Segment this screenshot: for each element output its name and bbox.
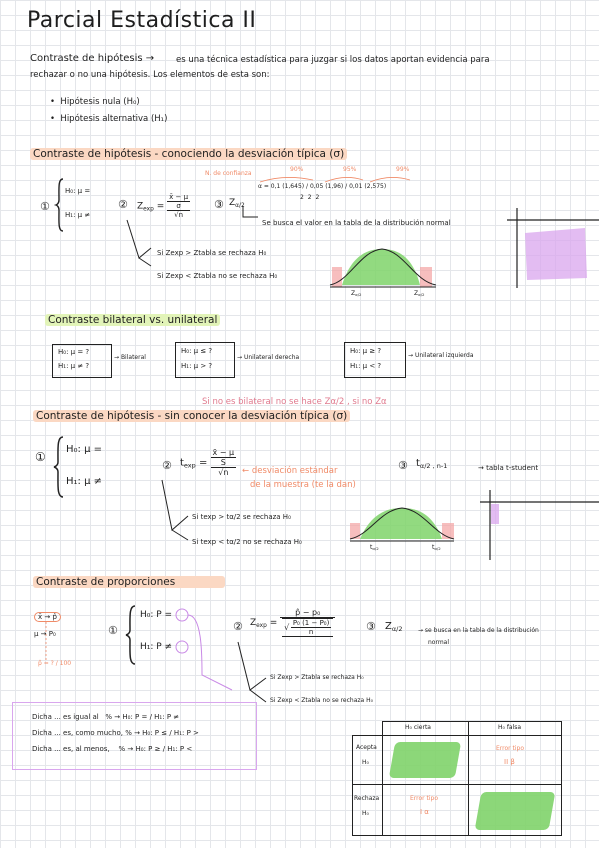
bilateral-h0: H₀: μ = ?: [58, 348, 90, 356]
dashed-arrow: [38, 620, 58, 665]
alpha-values: α = 0,1 (1,645) / 0,05 (1,96) / 0,01 (2,575): [258, 183, 387, 190]
circle-1: ①: [35, 450, 46, 464]
confidence-label: N. de confianza: [205, 170, 252, 177]
normal-curve-plot: [330, 245, 440, 298]
bullet-item: • Hipótesis nula (H₀): [50, 97, 140, 107]
mu-to-p0: μ → P₀: [34, 630, 56, 638]
right-h0: H₀: μ ≤ ?: [181, 347, 213, 355]
purple-arrow: [172, 605, 242, 695]
margin-table-lines: [505, 208, 599, 288]
row-rechaza: Rechaza: [354, 795, 380, 802]
page-title: Parcial Estadística II: [27, 8, 257, 33]
brace-icon: [55, 178, 65, 232]
reject-rule: Si texp > tα/2 se rechaza H₀: [192, 513, 291, 521]
row-acepta: Acepta: [356, 744, 377, 751]
correct-decision-fill: [475, 792, 556, 830]
h0-statement: H₀: P =: [140, 610, 173, 620]
t-alpha: $t_{\alpha/2 , n-1}$: [416, 458, 448, 470]
not-reject-rule: Si Zexp < Ztabla no se rechaza H₀: [270, 697, 374, 704]
alpha-denominators: 2 2 2: [300, 194, 321, 201]
left-h1: H₁: μ < ?: [350, 362, 382, 370]
intro-text-2: rechazar o no una hipótesis. Los elementos de esta son:: [30, 70, 270, 80]
circle-3: ③: [214, 198, 224, 211]
error-type-1-value: I α: [420, 808, 429, 816]
texp-formula: $t_{exp}$ = x̄ − μ S √n: [180, 448, 235, 477]
s-note: ← desviación estándar: [242, 466, 338, 476]
row-rechaza-h0: H₀: [362, 810, 369, 817]
t-curve-plot: [350, 505, 460, 547]
circle-3: ③: [398, 459, 408, 472]
circle-2: ②: [162, 459, 172, 472]
z-right-label: $Z_{\alpha/2}$: [414, 290, 425, 298]
h1-statement: H₁: μ ≠: [65, 211, 91, 219]
z-alpha: $Z_{\alpha/2}$: [229, 198, 245, 209]
circle-1: ①: [108, 624, 118, 637]
phrase-row: Dicha ... es igual al % → H₀: P = / H₁: P ≠: [32, 713, 180, 721]
circle-1: ①: [40, 200, 50, 213]
table-note: Se busca el valor en la tabla de la distribución normal: [262, 219, 451, 227]
xbar-to-phat: x̄ → p̂: [34, 612, 61, 622]
bullet-item: • Hipótesis alternativa (H₁): [50, 114, 168, 124]
bilateral-label: → Bilateral: [114, 354, 146, 361]
circle-2: ②: [233, 620, 243, 633]
reject-rule: Si Zexp > Ztabla se rechaza H₀: [157, 249, 267, 257]
confidence-90: 90%: [290, 166, 304, 173]
branch-arrows-icon: [236, 640, 272, 710]
unilateral-note: Si no es bilateral no se hace Zα/2 , si no Zα: [202, 397, 387, 407]
circle-2: ②: [118, 198, 128, 211]
intro-heading: Contraste de hipótesis →: [30, 53, 155, 64]
s-note-2: de la muestra (te la dan): [250, 480, 356, 490]
circle-3: ③: [366, 620, 376, 633]
section2-heading: Contraste bilateral vs. unilateral: [45, 314, 220, 326]
phat-fraction: p̂ = ? / 100: [38, 660, 72, 667]
z-left-label: $Z_{\alpha/2}$: [351, 290, 362, 298]
h1-statement: H₁: μ ≠: [66, 476, 102, 487]
error-type-2-label: Error tipo: [496, 745, 525, 752]
phrase-row: Dicha ... es, como mucho, % → H₀: P ≤ / H₁: P >: [32, 729, 199, 737]
confidence-99: 99%: [396, 166, 410, 173]
left-h0: H₀: μ ≥ ?: [350, 347, 382, 355]
intro-text-1: es una técnica estadística para juzgar si los datos aportan evidencia para: [176, 55, 490, 65]
correct-decision-fill: [389, 742, 461, 778]
zexp-formula: $Z_{exp}$ = x̄ − μ σ √n: [137, 193, 189, 219]
section1-heading: Contraste de hipótesis - conociendo la desviación típica (σ): [30, 148, 347, 160]
row-acepta-h0: H₀: [362, 759, 369, 766]
z-note-2: normal: [428, 639, 450, 646]
brace-icon: [53, 436, 65, 498]
col-h0-cierta: H₀ cierta: [405, 724, 431, 731]
proportion-zexp-formula: $Z_{exp}$ = p̂ − p₀ √ $\frac{\text{P₀ (1 − P₀)}}{n}$: [250, 608, 335, 637]
t-left-label: $t_{\alpha/2}$: [370, 544, 379, 552]
right-label: → Unilateral derecha: [237, 354, 300, 361]
not-reject-rule: Si Zexp < Ztabla no se rechaza H₀: [157, 272, 278, 280]
margin-table-lines: [480, 490, 599, 560]
phrase-row: Dicha ... es, al menos, % → H₀: P ≥ / H₁: P <: [32, 745, 193, 753]
confidence-95: 95%: [343, 166, 357, 173]
branch-arrows-icon: [160, 478, 190, 548]
z-note: → se busca en la tabla de la distribución: [418, 627, 539, 634]
h1-statement: H₁: P ≠: [140, 642, 173, 652]
t-right-label: $t_{\alpha/2}$: [432, 544, 441, 552]
right-h1: H₁: μ > ?: [181, 362, 213, 370]
table-cell: [468, 735, 562, 785]
col-h0-falsa: H₀ falsa: [498, 724, 522, 731]
h0-statement: H₀: μ =: [65, 187, 91, 195]
t-table-note: → tabla t-student: [478, 464, 539, 472]
error-type-1-label: Error tipo: [410, 795, 439, 802]
h0-statement: H₀: μ =: [66, 444, 102, 455]
z-alpha: $Z_{\alpha/2}$: [385, 621, 403, 633]
error-type-2-value: II β: [504, 758, 515, 766]
brace-icon: [125, 605, 137, 665]
not-reject-rule: Si texp < tα/2 no se rechaza H₀: [192, 538, 302, 546]
section3-heading: Contraste de hipótesis - sin conocer la desviación típica (σ): [33, 410, 350, 422]
arrow-icon: [240, 205, 260, 223]
section4-heading: Contraste de proporciones: [33, 576, 225, 588]
branch-arrows-icon: [125, 218, 155, 268]
left-label: → Unilateral izquierda: [408, 352, 474, 359]
reject-rule: Si Zexp > Ztabla se rechaza H₀: [270, 674, 364, 681]
bilateral-h1: H₁: μ ≠ ?: [58, 362, 90, 370]
